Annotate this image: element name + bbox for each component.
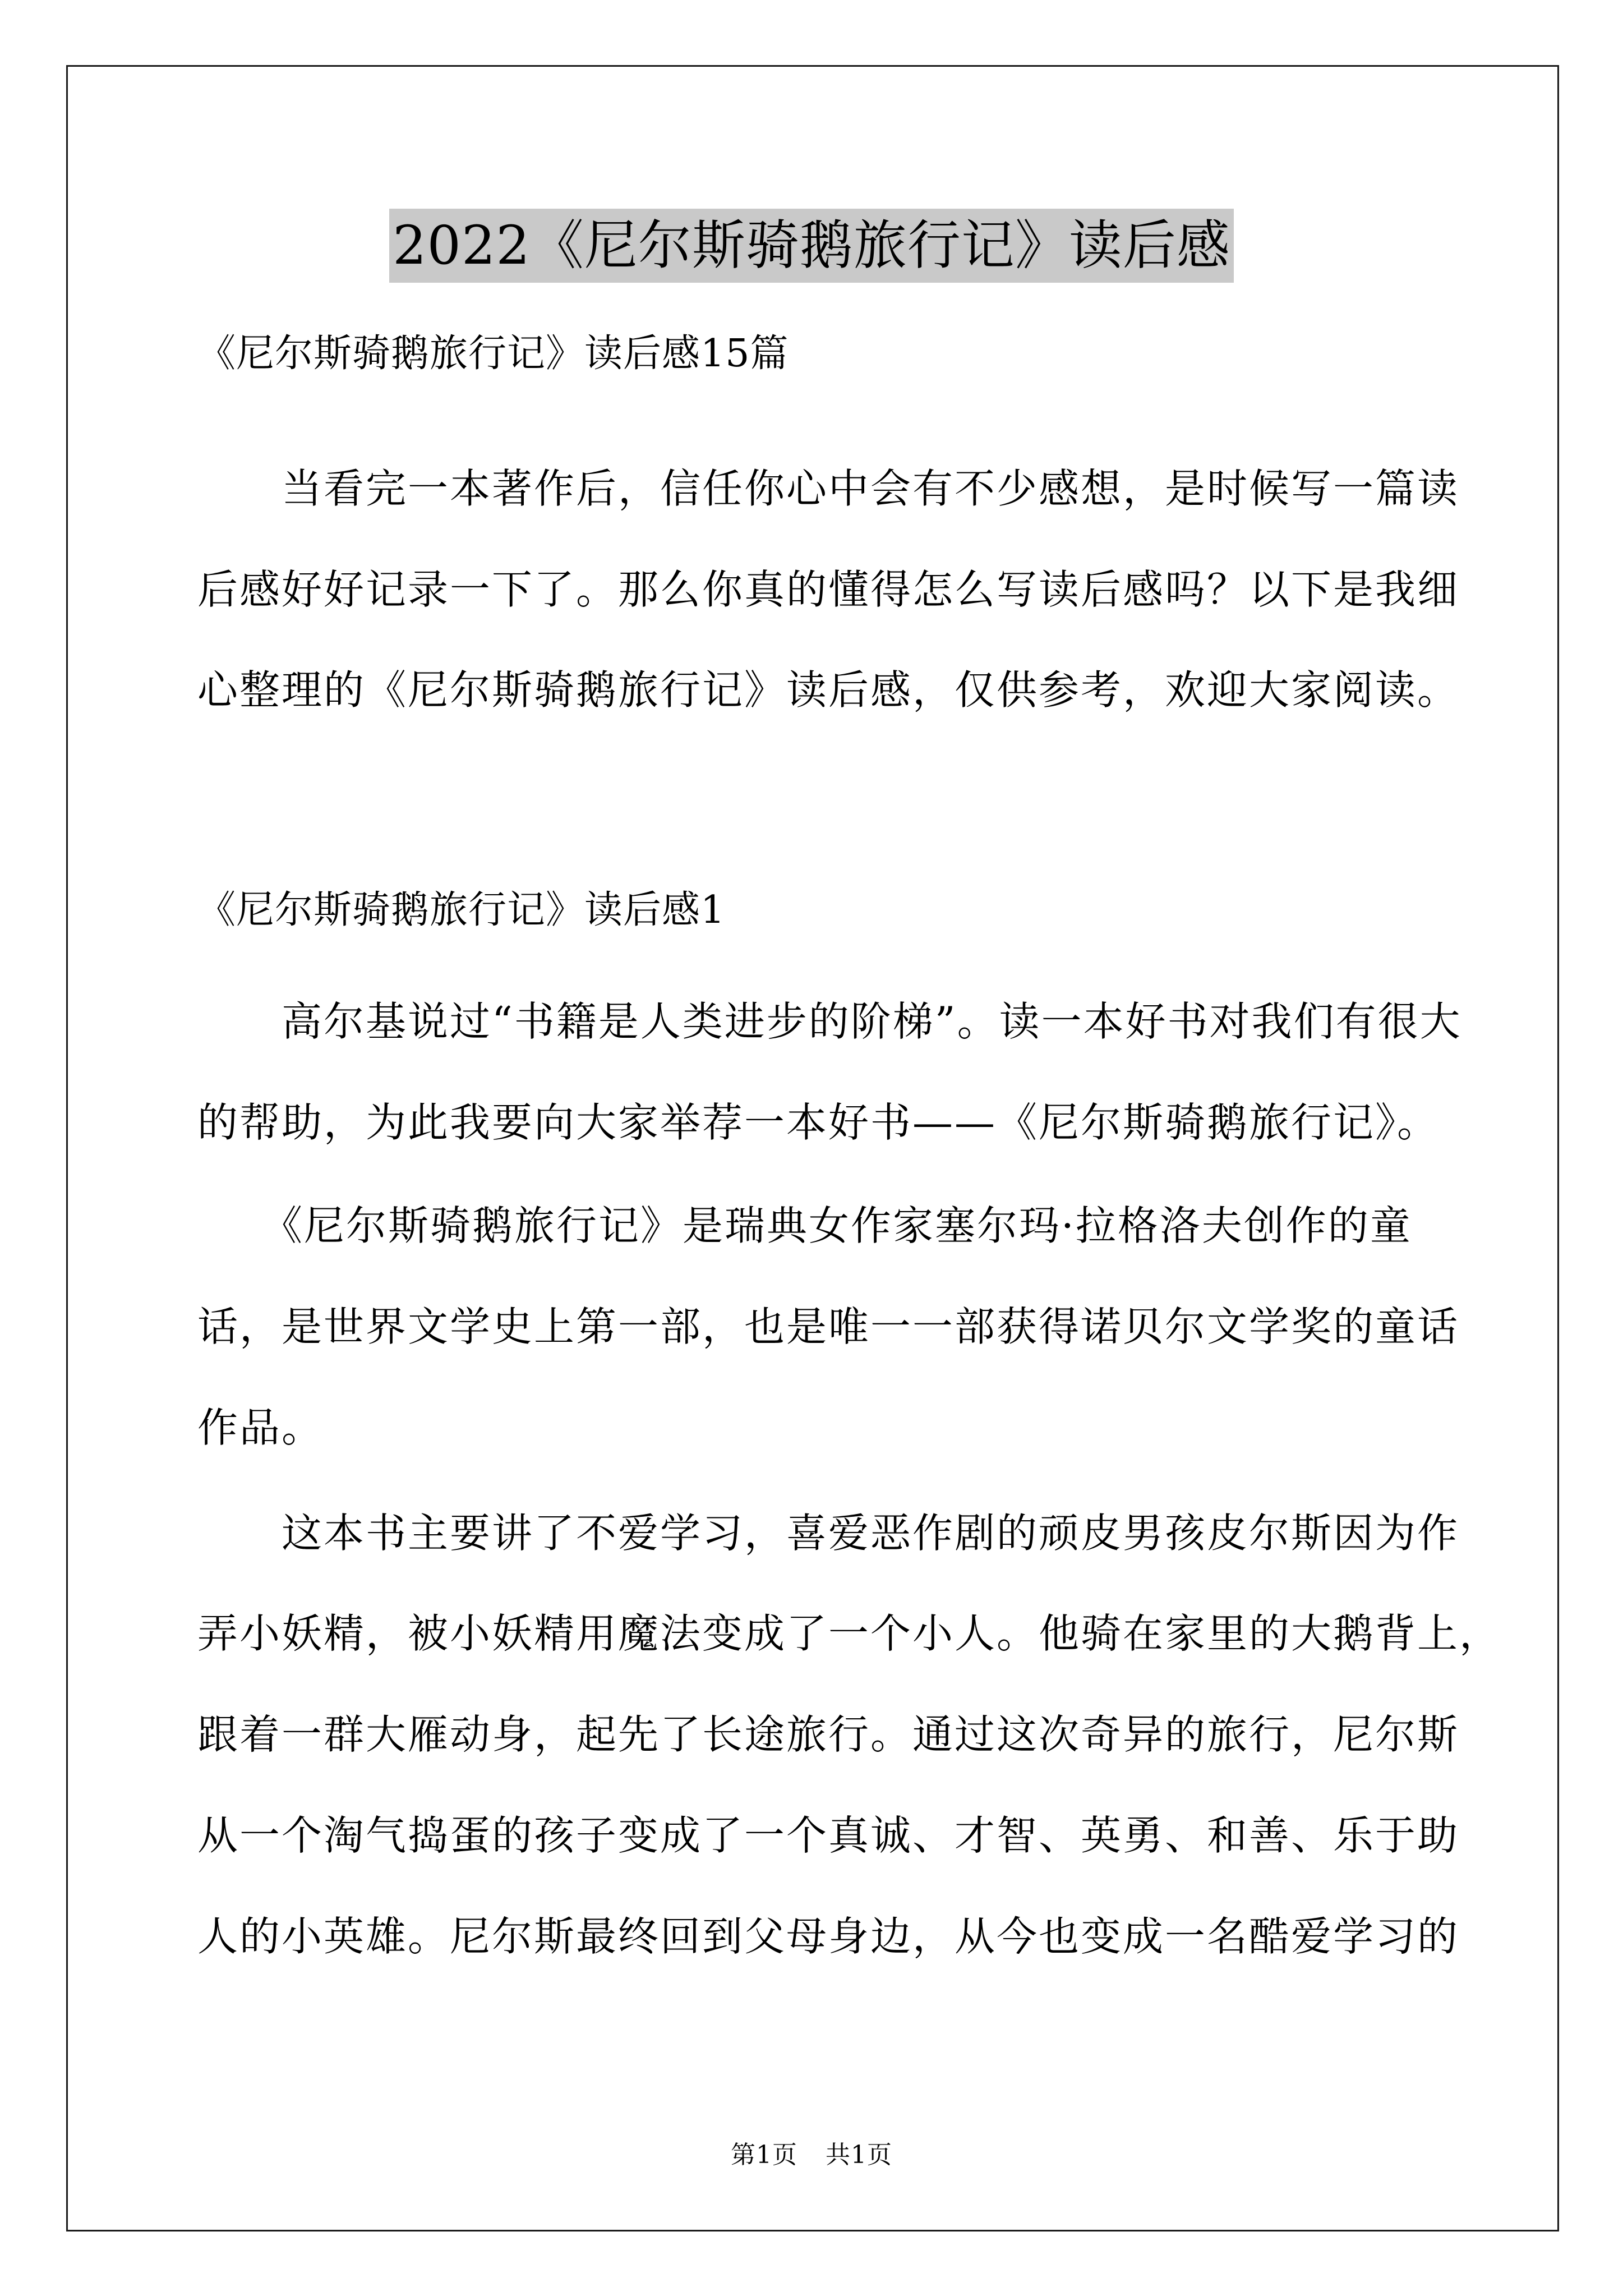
document-title: 2022《尼尔斯骑鹅旅行记》读后感 xyxy=(389,209,1234,283)
paragraph-line: 作品。 xyxy=(197,1404,324,1451)
paragraph-line: 话，是世界文学史上第一部，也是唯一一部获得诺贝尔文学奖的童话 xyxy=(197,1303,1460,1350)
title-container xyxy=(0,209,1623,283)
page-footer xyxy=(0,2138,1623,2172)
document-subtitle: 《尼尔斯骑鹅旅行记》读后感15篇 xyxy=(197,332,789,376)
page-number-current: 第1页 xyxy=(731,2141,797,2169)
paragraph-line: 《尼尔斯骑鹅旅行记》是瑞典女作家塞尔玛·拉格洛夫创作的童 xyxy=(262,1202,1412,1249)
paragraph-line: 这本书主要讲了不爱学习，喜爱恶作剧的顽皮男孩皮尔斯因为作 xyxy=(282,1510,1460,1557)
paragraph-line: 从一个淘气捣蛋的孩子变成了一个真诚、才智、英勇、和善、乐于助 xyxy=(197,1812,1460,1859)
paragraph-line: 弄小妖精，被小妖精用魔法变成了一个小人。他骑在家里的大鹅背上， xyxy=(197,1610,1502,1657)
paragraph-line: 跟着一群大雁动身，起先了长途旅行。通过这次奇异的旅行，尼尔斯 xyxy=(197,1711,1460,1758)
intro-line: 后感好好记录一下了。那么你真的懂得怎么写读后感吗？以下是我细 xyxy=(197,566,1460,613)
page-number-total: 共1页 xyxy=(826,2141,892,2169)
intro-line: 当看完一本著作后，信任你心中会有不少感想，是时候写一篇读 xyxy=(282,465,1460,512)
paragraph-line: 高尔基说过“书籍是人类进步的阶梯”。读一本好书对我们有很大 xyxy=(282,998,1462,1045)
intro-line: 心整理的《尼尔斯骑鹅旅行记》读后感，仅供参考，欢迎大家阅读。 xyxy=(197,666,1460,714)
paragraph-line: 人的小英雄。尼尔斯最终回到父母身边，从今也变成一名酷爱学习的 xyxy=(197,1913,1460,1960)
section-heading: 《尼尔斯骑鹅旅行记》读后感1 xyxy=(197,888,726,932)
paragraph-line: 的帮助，为此我要向大家举荐一本好书——《尼尔斯骑鹅旅行记》。 xyxy=(197,1099,1440,1146)
